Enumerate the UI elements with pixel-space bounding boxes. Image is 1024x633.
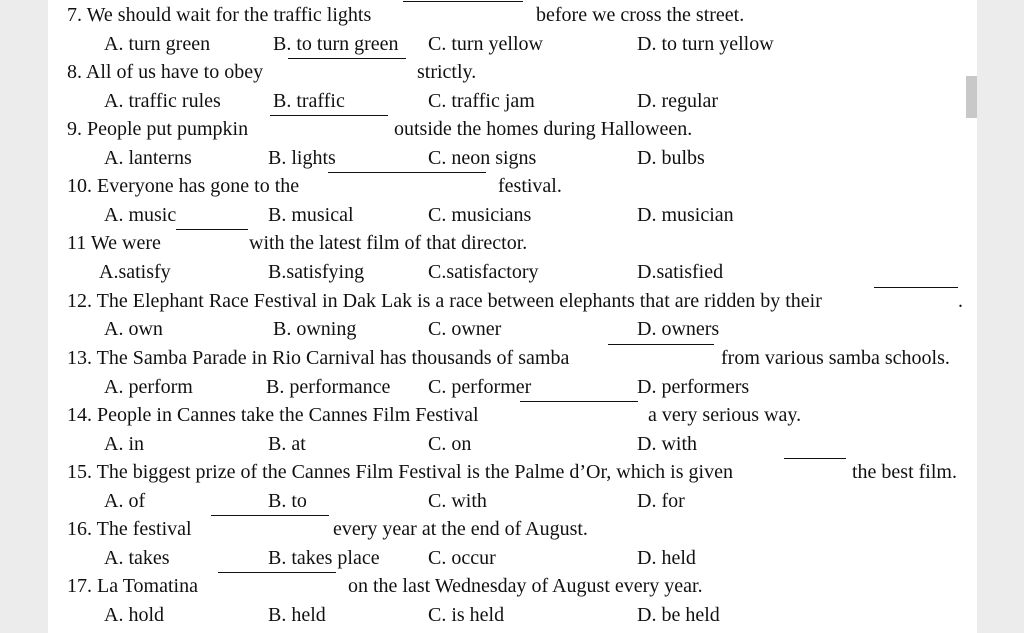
option-a: A. turn green [104,33,211,55]
question-text-end: strictly. [417,61,477,83]
worksheet-page [48,0,966,633]
question-text: 12. The Elephant Race Festival in Dak Lak is a race between elephants that are ridden by their [67,290,822,312]
question-12 [48,287,966,315]
answer-blank [211,515,329,516]
option-c: C. on [428,433,472,455]
options-12 [48,315,966,343]
question-7 [48,1,966,29]
option-b: B. traffic [273,90,345,112]
question-text: 15. The biggest prize of the Cannes Film Festival is the Palme d’Or, which is given [67,461,733,483]
question-14 [48,401,966,429]
question-text-end: the best film. [852,461,957,483]
option-d: D. regular [637,90,719,112]
question-text: 13. The Samba Parade in Rio Carnival has thousands of samba [67,347,570,369]
options-8 [48,87,966,115]
option-d: D. bulbs [637,147,705,169]
option-d: D. to turn yellow [637,33,774,55]
option-a: A. in [104,433,144,455]
option-c: C. traffic jam [428,90,535,112]
option-c: C. occur [428,547,496,569]
option-d: D. be held [637,604,720,626]
options-11 [48,258,966,286]
question-text: 11 We were [67,232,161,254]
right-margin [977,0,1024,633]
options-16 [48,544,966,572]
question-text: 10. Everyone has gone to the [67,175,300,197]
question-16 [48,515,966,543]
options-10 [48,201,966,229]
option-b: B. musical [268,204,354,226]
option-a: A. perform [104,376,193,398]
option-c: C. neon signs [428,147,537,169]
question-text-end: on the last Wednesday of August every year. [348,575,703,597]
options-13 [48,373,966,401]
option-c: C. turn yellow [428,33,543,55]
question-17 [48,572,966,600]
option-d: D.satisfied [637,261,724,283]
question-text-end: festival. [498,175,562,197]
question-text: 8. All of us have to obey [67,61,264,83]
question-text: 17. La Tomatina [67,575,198,597]
question-text: 9. People put pumpkin [67,118,249,140]
answer-blank [608,344,714,345]
option-a: A. takes [104,547,170,569]
option-b: B. to [268,490,307,512]
answer-blank [218,572,336,573]
option-b: B. lights [268,147,336,169]
options-15 [48,487,966,515]
option-c: C. owner [428,318,502,340]
options-9 [48,144,966,172]
left-margin [0,0,48,633]
options-7 [48,30,966,58]
options-17 [48,601,966,629]
option-a: A. of [104,490,146,512]
option-a: A. lanterns [104,147,192,169]
option-b: B.satisfying [268,261,365,283]
question-13 [48,344,966,372]
answer-blank [784,458,846,459]
option-b: B. to turn green [273,33,399,55]
option-a: A. own [104,318,163,340]
question-11 [48,229,966,257]
question-text-end: a very serious way. [648,404,802,426]
option-b: B. at [268,433,306,455]
answer-blank [288,58,406,59]
answer-blank [520,401,638,402]
question-text-end: . [958,290,963,312]
answer-blank [270,115,388,116]
question-9 [48,115,966,143]
question-10 [48,172,966,200]
option-d: D. with [637,433,697,455]
option-d: D. held [637,547,696,569]
option-d: D. owners [637,318,720,340]
question-text: 14. People in Cannes take the Cannes Film Festival [67,404,479,426]
answer-blank [328,172,486,173]
scrollbar-thumb[interactable] [966,76,977,118]
option-b: B. performance [266,376,391,398]
option-c: C. musicians [428,204,532,226]
options-14 [48,430,966,458]
question-text-end: every year at the end of August. [333,518,588,540]
option-a: A.satisfy [99,261,171,283]
question-text-end: with the latest film of that director. [249,232,528,254]
option-c: C. is held [428,604,505,626]
option-c: C. with [428,490,487,512]
option-d: D. performers [637,376,750,398]
question-text: 16. The festival [67,518,192,540]
question-text-end: outside the homes during Halloween. [394,118,693,140]
option-d: D. musician [637,204,734,226]
answer-blank [874,287,958,288]
option-a: A. music [104,204,177,226]
option-a: A. traffic rules [104,90,221,112]
option-a: A. hold [104,604,164,626]
question-8 [48,58,966,86]
option-d: D. for [637,490,685,512]
option-b: B. takes place [268,547,380,569]
option-c: C. performer [428,376,532,398]
answer-blank [176,229,248,230]
question-text-end: from various samba schools. [721,347,950,369]
question-text-end: before we cross the street. [536,4,745,26]
question-text: 7. We should wait for the traffic lights [67,4,372,26]
option-c: C.satisfactory [428,261,539,283]
answer-blank [403,1,523,2]
option-b: B. held [268,604,326,626]
question-15 [48,458,966,486]
option-b: B. owning [273,318,357,340]
